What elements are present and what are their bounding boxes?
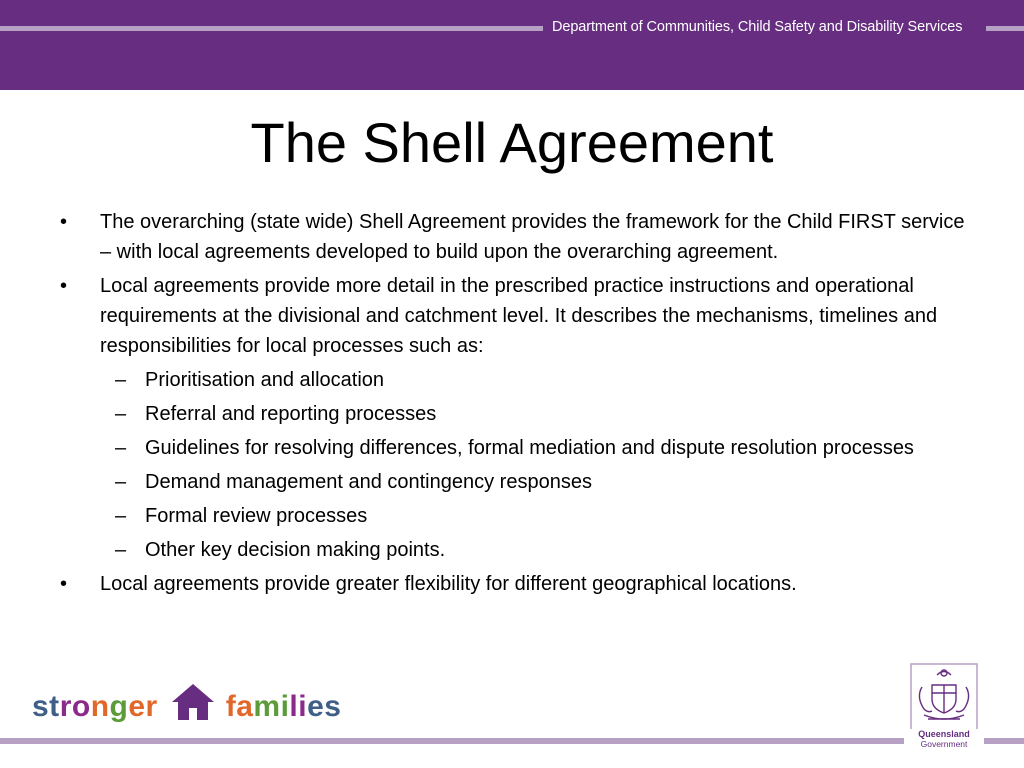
sub-bullet-text: Referral and reporting processes <box>145 403 437 425</box>
sub-bullet-item <box>60 535 980 565</box>
sub-bullet-marker: – <box>115 437 127 459</box>
sub-bullet-marker: – <box>115 369 127 391</box>
sub-bullet-marker: – <box>115 471 127 493</box>
qld-label-line2: Government <box>920 739 968 749</box>
bullet-text: Local agreements provide more detail in the prescribed practice instructions and operational requirements at the divisional and catchment level. It describes the mechanisms, timelines and responsibilities for local processes such as: <box>100 275 938 357</box>
sub-bullet-text: Prioritisation and allocation <box>145 369 385 391</box>
bullet-text: Local agreements provide greater flexibility for different geographical locations. <box>100 573 797 595</box>
sub-bullet-item <box>60 399 980 429</box>
qld-gov-label <box>904 729 984 749</box>
house-icon <box>170 682 216 722</box>
footer-divider-left <box>0 738 905 744</box>
department-name: Department of Communities, Child Safety and Disability Services <box>552 19 963 35</box>
header-divider-right <box>986 26 1024 31</box>
header-divider-left <box>0 26 543 31</box>
sub-bullet-text: Formal review processes <box>145 505 368 527</box>
bullet-item <box>60 569 980 599</box>
bullet-marker: • <box>60 211 68 233</box>
sub-bullet-item <box>60 467 980 497</box>
sub-bullet-text: Guidelines for resolving differences, formal mediation and dispute resolution processes <box>145 437 914 459</box>
sub-bullet-marker: – <box>115 539 127 561</box>
sub-bullet-text: Other key decision making points. <box>145 539 446 561</box>
bullet-marker: • <box>60 275 68 297</box>
bullet-marker: • <box>60 573 68 595</box>
footer-divider-right <box>984 738 1024 744</box>
sub-bullet-marker: – <box>115 403 127 425</box>
bullet-item <box>60 207 980 267</box>
sub-bullet-item <box>60 433 980 463</box>
bullet-item <box>60 271 980 361</box>
sub-bullet-item <box>60 365 980 395</box>
slide-title: The Shell Agreement <box>250 111 774 174</box>
qld-label-line1: Queensland <box>918 729 970 739</box>
slide-content <box>60 207 980 603</box>
logo-word-stronger: stronger <box>32 690 158 723</box>
sub-bullet-marker: – <box>115 505 127 527</box>
header-band <box>0 0 1024 90</box>
sub-bullet-item <box>60 501 980 531</box>
logo-word-families: families <box>225 690 342 723</box>
bullet-text: The overarching (state wide) Shell Agreement provides the framework for the Child FIRST service – with local agreements developed to build upon the overarching agreement. <box>100 211 965 263</box>
sub-bullet-text: Demand management and contingency responses <box>145 471 592 493</box>
stronger-families-logo <box>32 676 341 724</box>
